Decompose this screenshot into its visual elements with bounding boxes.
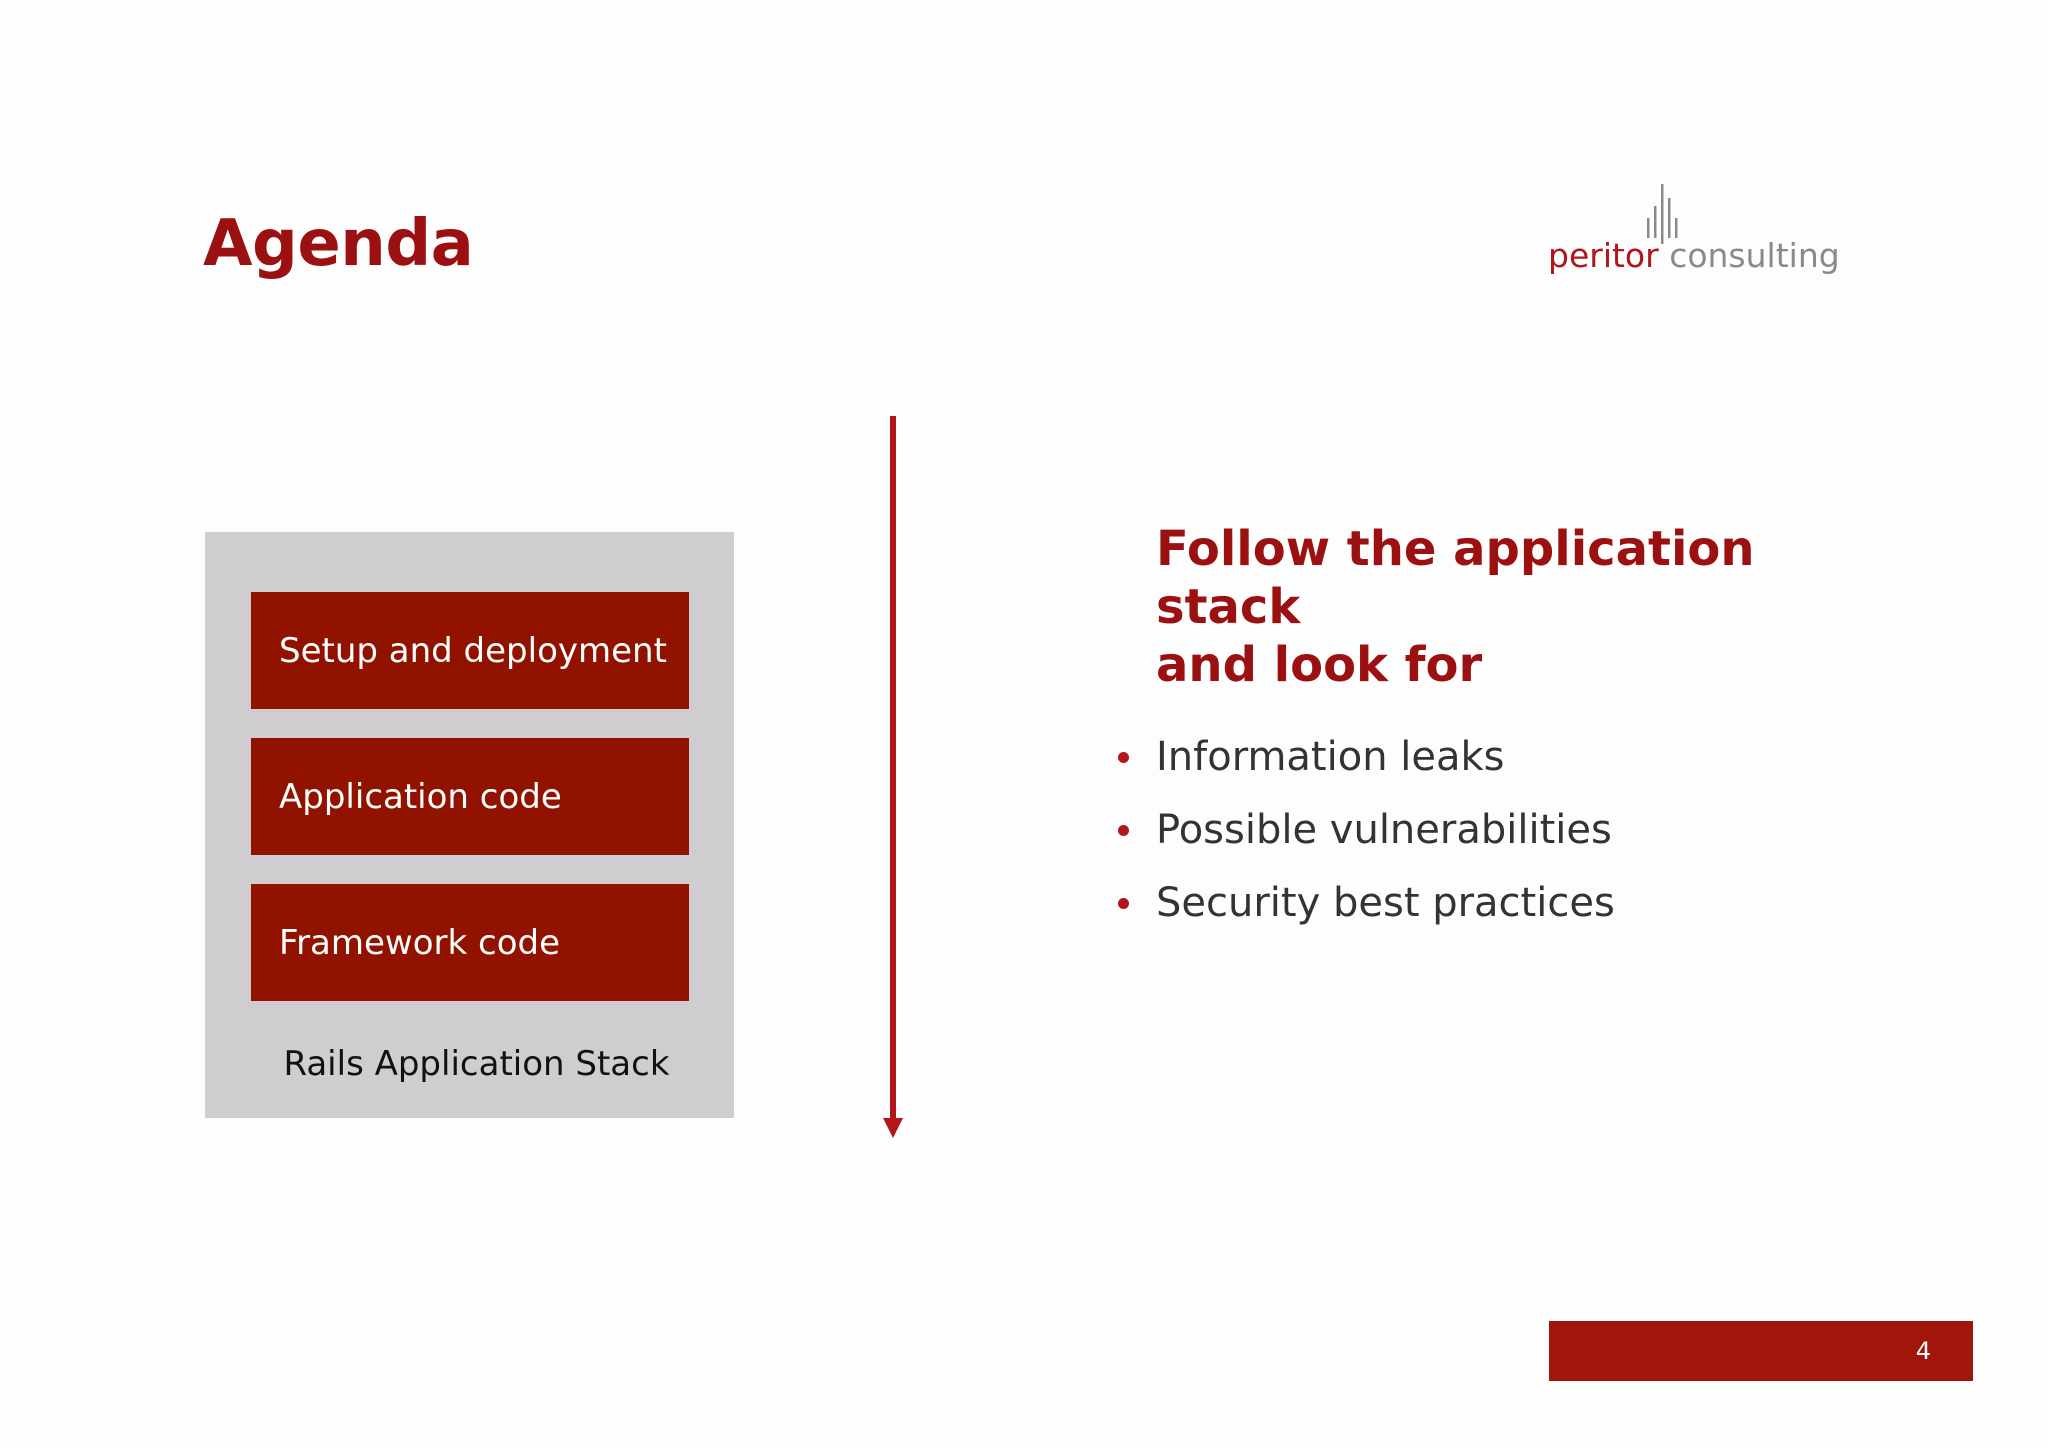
section-subtitle <box>1156 520 1876 694</box>
down-arrow-icon <box>880 416 906 1142</box>
slide-title: Agenda <box>203 207 474 281</box>
bullet-dot-icon <box>1118 825 1129 836</box>
company-logo <box>1540 182 1840 292</box>
stack-layer-application: Application code <box>251 738 689 855</box>
page-number-bar <box>1549 1321 1973 1381</box>
bullet-text: Information leaks <box>1156 734 1505 780</box>
subtitle-line: and look for <box>1156 637 1483 693</box>
logo-wordmark <box>1548 236 1840 276</box>
bullet-item <box>1116 728 1615 801</box>
stack-layer-framework: Framework code <box>251 884 689 1001</box>
stack-caption: Rails Application Stack <box>283 1044 670 1084</box>
logo-word-primary: peritor <box>1548 236 1659 275</box>
page-number: 4 <box>1915 1337 1931 1365</box>
bar-mark-icon <box>1645 184 1685 244</box>
bullet-text: Possible vulnerabilities <box>1156 807 1612 853</box>
bullet-item <box>1116 801 1615 874</box>
logo-word-secondary: consulting <box>1669 236 1840 275</box>
bullet-dot-icon <box>1118 898 1129 909</box>
stack-layer-setup: Setup and deployment <box>251 592 689 709</box>
bullet-list <box>1116 728 1615 947</box>
bullet-dot-icon <box>1118 752 1129 763</box>
bullet-item <box>1116 874 1615 947</box>
subtitle-line: Follow the application stack <box>1156 521 1755 635</box>
application-stack-panel <box>205 532 734 1118</box>
bullet-text: Security best practices <box>1156 880 1615 926</box>
